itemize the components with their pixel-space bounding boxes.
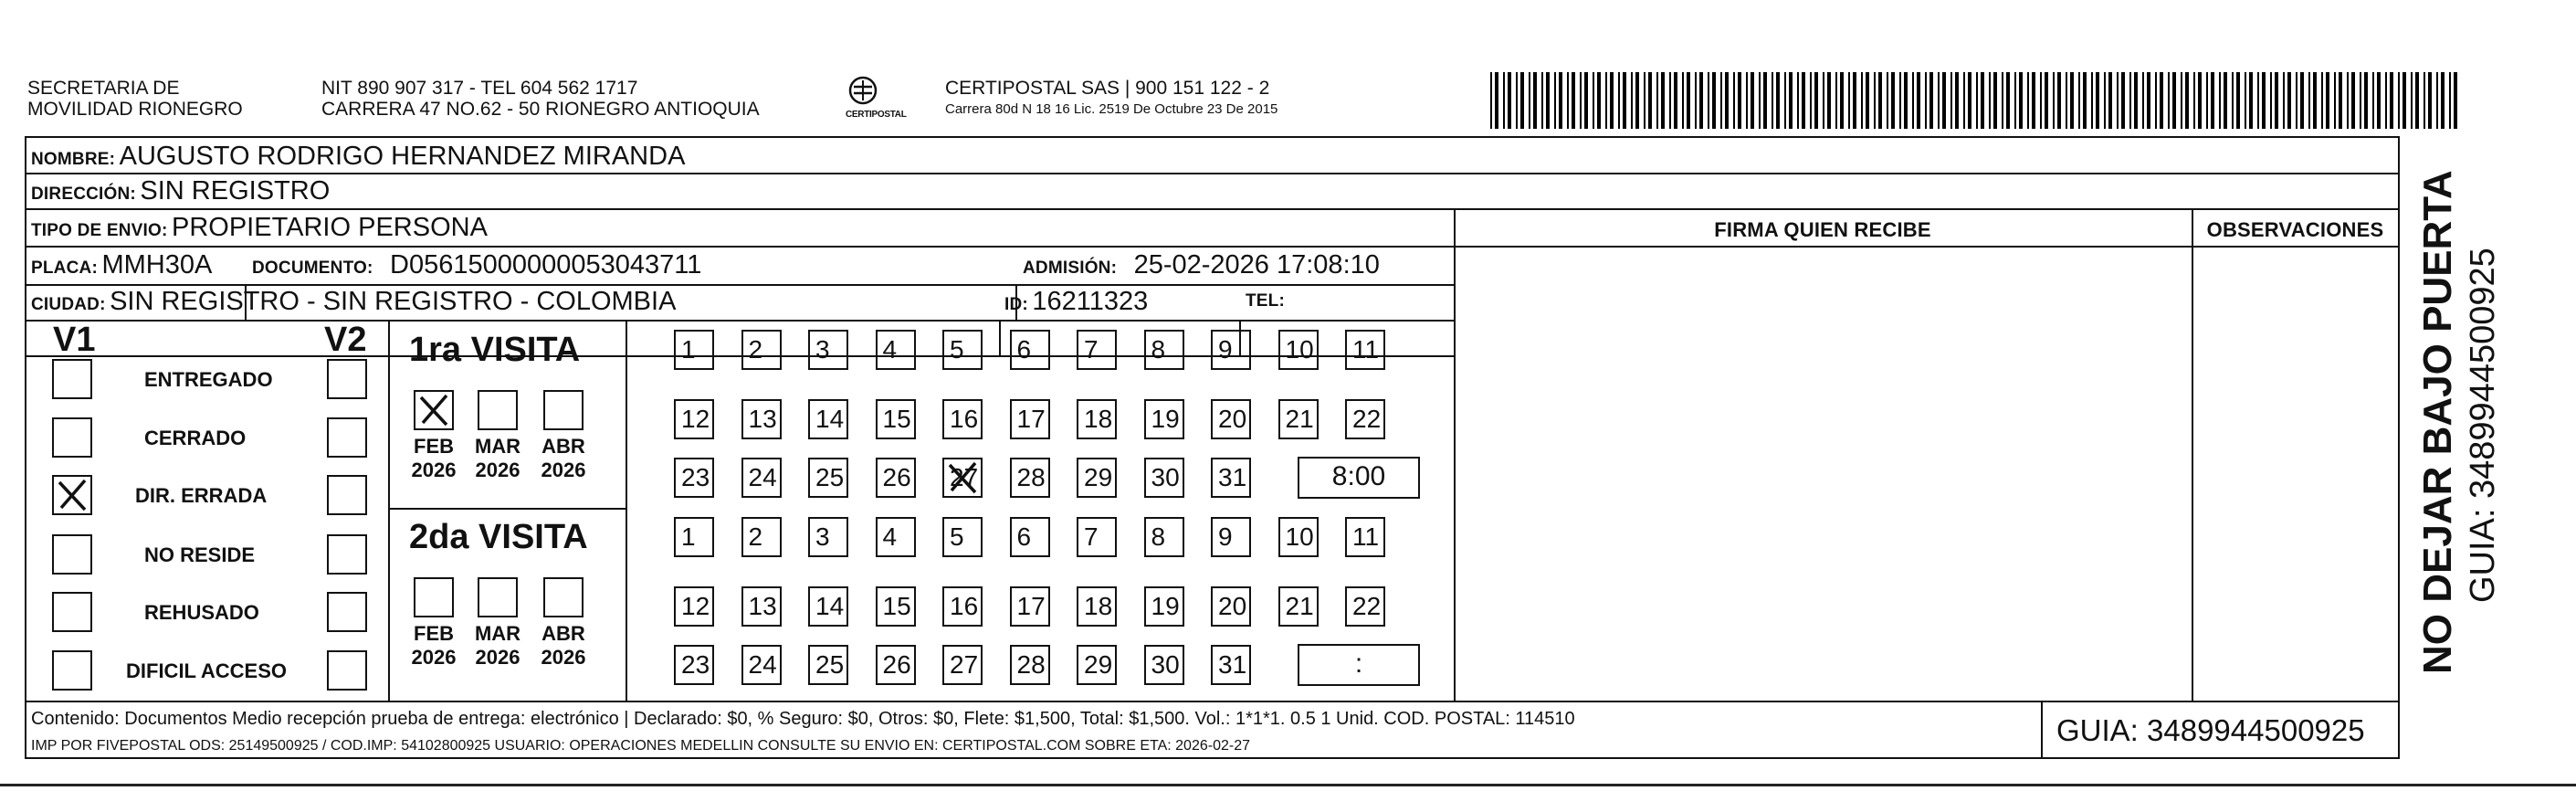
day-number: 16 xyxy=(950,592,979,620)
day-box[interactable] xyxy=(741,399,782,439)
documento-field xyxy=(252,250,701,284)
id-value: 16211323 xyxy=(1032,287,1149,316)
day-box[interactable] xyxy=(674,586,714,627)
month-checkbox[interactable] xyxy=(543,577,584,617)
day-box[interactable] xyxy=(1211,399,1251,439)
footer-imp: IMP POR FIVEPOSTAL ODS: 25149500925 / COD.IMP: 54102800925 USUARIO: OPERACIONES MEDELLIN CONSULTE SU ENVIO EN: CERTIPOSTAL.COM SOBRE ETA: 2026-02-27 xyxy=(31,738,1250,754)
day-number: 29 xyxy=(1084,463,1113,491)
v2-checkbox[interactable] xyxy=(327,475,367,515)
v1-label: V1 xyxy=(53,321,96,359)
v1-checkbox[interactable] xyxy=(52,359,92,399)
day-box[interactable] xyxy=(1278,517,1319,557)
nit-line2: CARRERA 47 NO.62 - 50 RIONEGRO ANTIOQUIA xyxy=(321,99,760,120)
v2-checkbox[interactable] xyxy=(327,417,367,458)
day-number: 13 xyxy=(748,592,777,620)
v2-checkbox[interactable] xyxy=(327,650,367,691)
time-box[interactable]: 8:00 xyxy=(1298,457,1420,499)
v2-label: V2 xyxy=(324,321,367,359)
day-number: 28 xyxy=(1016,463,1046,491)
day-box[interactable] xyxy=(876,517,916,557)
day-box[interactable] xyxy=(674,330,714,370)
visit-title: 2da VISITA xyxy=(409,518,588,556)
day-number: 2 xyxy=(748,335,763,364)
day-number: 27 xyxy=(950,463,979,491)
observaciones-label: OBSERVACIONES xyxy=(2206,218,2384,241)
day-number: 23 xyxy=(681,463,710,491)
day-number: 17 xyxy=(1016,405,1046,433)
day-number: 13 xyxy=(748,405,777,433)
certipostal-logo xyxy=(838,73,907,126)
day-number: 14 xyxy=(815,405,845,433)
v2-checkbox[interactable] xyxy=(327,359,367,399)
placa-value: MMH30A xyxy=(101,250,213,279)
day-box[interactable] xyxy=(674,645,714,685)
courier-line2: Carrera 80d N 18 16 Lic. 2519 De Octubre 23 De 2015 xyxy=(945,101,1278,117)
day-box[interactable] xyxy=(1077,517,1117,557)
ciudad-field xyxy=(31,287,676,321)
day-number: 28 xyxy=(1016,650,1046,679)
rule-direccion xyxy=(26,208,2399,210)
footer-contenido: Contenido: Documentos Medio recepción prueba de entrega: electrónico | Declarado: $0, % Seguro: $0, Otros: $0, Flete: $1,500, Total: $1,500. Vol.: 1*1*1. 0.5 1 Unid. COD. POSTAL: 114510 xyxy=(31,709,1575,729)
status-option-label: DIR. ERRADA xyxy=(135,484,268,507)
documento-value: D05615000000053043711 xyxy=(390,250,702,279)
day-box[interactable] xyxy=(942,330,983,370)
rule-visit-split xyxy=(388,508,626,510)
day-number: 3 xyxy=(815,335,830,364)
day-number: 21 xyxy=(1285,405,1314,433)
day-box[interactable] xyxy=(1211,330,1251,370)
day-number: 15 xyxy=(882,592,911,620)
day-number: 18 xyxy=(1084,405,1113,433)
day-number: 22 xyxy=(1352,592,1382,620)
day-number: 5 xyxy=(950,522,964,551)
day-box[interactable] xyxy=(1345,330,1385,370)
rule-placa xyxy=(26,284,1454,286)
month-name: MAR xyxy=(474,435,521,458)
courier-block xyxy=(945,78,1277,117)
day-box[interactable] xyxy=(808,586,848,627)
month-label xyxy=(531,622,595,670)
month-label xyxy=(402,622,466,670)
day-number: 23 xyxy=(681,650,710,679)
day-number: 18 xyxy=(1084,592,1113,620)
day-box[interactable] xyxy=(1211,645,1251,685)
barcode xyxy=(1490,72,2460,129)
day-number: 10 xyxy=(1285,522,1314,551)
v1-checkbox[interactable] xyxy=(52,650,92,691)
month-name: ABR xyxy=(541,622,585,645)
day-number: 21 xyxy=(1285,592,1314,620)
day-box[interactable] xyxy=(1010,517,1050,557)
documento-label: DOCUMENTO: xyxy=(252,258,373,278)
placa-label: PLACA: xyxy=(31,258,98,278)
day-box[interactable] xyxy=(1010,645,1050,685)
day-box[interactable] xyxy=(1211,517,1251,557)
logo-text: CERTIPOSTAL xyxy=(846,110,907,120)
day-number: 11 xyxy=(1352,522,1380,551)
day-number: 9 xyxy=(1218,522,1233,551)
day-box[interactable] xyxy=(808,330,848,370)
day-number: 15 xyxy=(882,405,911,433)
day-number: 29 xyxy=(1084,650,1113,679)
month-name: MAR xyxy=(474,622,521,645)
day-box[interactable] xyxy=(808,517,848,557)
status-option-label: NO RESIDE xyxy=(144,543,256,566)
status-option-label: ENTREGADO xyxy=(144,368,273,391)
day-box[interactable] xyxy=(876,330,916,370)
day-box[interactable] xyxy=(1278,586,1319,627)
day-box[interactable] xyxy=(1144,517,1184,557)
month-checkbox[interactable] xyxy=(414,577,454,617)
month-name: FEB xyxy=(414,622,454,645)
day-box[interactable] xyxy=(1077,645,1117,685)
day-box[interactable] xyxy=(1077,399,1117,439)
day-box[interactable] xyxy=(1144,330,1184,370)
direccion-value: SIN REGISTRO xyxy=(140,176,331,206)
day-box[interactable] xyxy=(1010,458,1050,498)
day-box[interactable] xyxy=(876,458,916,498)
footer-guia: GUIA: 3489944500925 xyxy=(2056,713,2365,747)
day-number: 6 xyxy=(1016,522,1032,551)
month-year: 2026 xyxy=(411,646,457,669)
placa-field xyxy=(31,250,212,284)
v2-checkbox[interactable] xyxy=(327,534,367,575)
day-number: 4 xyxy=(882,522,898,551)
bottom-edge xyxy=(0,784,2576,786)
day-box[interactable] xyxy=(1278,399,1319,439)
day-box[interactable] xyxy=(1144,458,1184,498)
v1-checkbox[interactable] xyxy=(52,534,92,575)
month-checkbox[interactable] xyxy=(414,390,454,430)
day-box[interactable] xyxy=(741,586,782,627)
day-box[interactable] xyxy=(1144,645,1184,685)
day-box[interactable] xyxy=(1211,586,1251,627)
ciudad-label: CIUDAD: xyxy=(31,295,106,314)
day-number: 25 xyxy=(815,650,845,679)
barcode-graphic xyxy=(1490,72,2460,129)
tipo-field xyxy=(31,213,488,247)
day-number: 7 xyxy=(1084,335,1099,364)
issuer-line1: SECRETARIA DE xyxy=(27,78,180,99)
month-year: 2026 xyxy=(411,459,457,481)
status-option-label: CERRADO xyxy=(144,427,247,449)
day-box[interactable] xyxy=(1144,399,1184,439)
direccion-field xyxy=(31,176,330,210)
day-number: 6 xyxy=(1016,335,1032,364)
nit-line1: NIT 890 907 317 - TEL 604 562 1717 xyxy=(321,78,638,99)
day-number: 30 xyxy=(1151,650,1180,679)
day-number: 24 xyxy=(748,463,777,491)
divider-obs xyxy=(2192,209,2193,701)
month-checkbox[interactable] xyxy=(478,390,518,430)
day-box[interactable] xyxy=(942,586,983,627)
day-number: 12 xyxy=(681,405,710,433)
day-box[interactable] xyxy=(942,645,983,685)
direccion-label: DIRECCIÓN: xyxy=(31,185,136,204)
day-box[interactable] xyxy=(1345,517,1385,557)
courier-line1: CERTIPOSTAL SAS | 900 151 122 - 2 xyxy=(945,78,1270,99)
day-number: 10 xyxy=(1285,335,1314,364)
day-box[interactable] xyxy=(876,399,916,439)
day-box[interactable] xyxy=(942,399,983,439)
firma-label: FIRMA QUIEN RECIBE xyxy=(1714,218,1931,241)
day-number: 27 xyxy=(950,650,979,679)
day-number: 19 xyxy=(1151,405,1180,433)
admision-value: 25-02-2026 17:08:10 xyxy=(1133,250,1380,279)
day-box[interactable] xyxy=(808,399,848,439)
nombre-label: NOMBRE: xyxy=(31,150,116,169)
day-box[interactable] xyxy=(942,458,983,498)
day-box[interactable] xyxy=(1211,458,1251,498)
day-number: 20 xyxy=(1218,405,1247,433)
day-number: 1 xyxy=(681,522,696,551)
day-number: 26 xyxy=(882,650,911,679)
day-box[interactable] xyxy=(876,645,916,685)
v1-checkbox[interactable] xyxy=(52,475,92,515)
visit-title: 1ra VISITA xyxy=(409,331,581,369)
day-number: 31 xyxy=(1218,650,1247,679)
day-number: 2 xyxy=(748,522,763,551)
firma-header xyxy=(1454,216,2192,248)
tel-label: TEL: xyxy=(1246,291,1286,311)
day-box[interactable] xyxy=(674,517,714,557)
day-number: 30 xyxy=(1151,463,1180,491)
day-box[interactable] xyxy=(1010,586,1050,627)
day-box[interactable] xyxy=(942,517,983,557)
day-number: 3 xyxy=(815,522,830,551)
month-year: 2026 xyxy=(475,459,520,481)
tipo-value: PROPIETARIO PERSONA xyxy=(172,213,488,242)
issuer-line2: MOVILIDAD RIONEGRO xyxy=(27,99,243,120)
v1-checkbox[interactable] xyxy=(52,592,92,632)
day-number: 11 xyxy=(1352,335,1380,364)
day-number: 5 xyxy=(950,335,964,364)
side-warning: NO DEJAR BAJO PUERTA xyxy=(2415,170,2460,674)
day-number: 16 xyxy=(950,405,979,433)
day-box[interactable] xyxy=(1010,399,1050,439)
tel-field xyxy=(1246,287,1285,317)
month-label xyxy=(466,622,530,670)
day-number: 26 xyxy=(882,463,911,491)
divider-id xyxy=(999,320,1001,356)
day-box[interactable] xyxy=(1345,586,1385,627)
day-number: 12 xyxy=(681,592,710,620)
obs-header xyxy=(2192,216,2399,248)
status-option-label: REHUSADO xyxy=(144,601,259,624)
day-number: 4 xyxy=(882,335,898,364)
divider-firma xyxy=(1454,209,1456,701)
day-box[interactable] xyxy=(808,645,848,685)
day-box[interactable] xyxy=(1010,330,1050,370)
nombre-field xyxy=(31,142,685,175)
day-number: 14 xyxy=(815,592,845,620)
day-box[interactable] xyxy=(741,517,782,557)
divider-months xyxy=(626,320,627,701)
day-box[interactable] xyxy=(741,330,782,370)
month-checkbox[interactable] xyxy=(478,577,518,617)
admision-label: ADMISIÓN: xyxy=(1023,258,1118,278)
divider-status xyxy=(388,320,390,701)
day-number: 8 xyxy=(1151,335,1166,364)
day-box[interactable] xyxy=(1345,399,1385,439)
day-box[interactable] xyxy=(1077,586,1117,627)
month-label xyxy=(402,435,466,482)
month-year: 2026 xyxy=(541,646,586,669)
day-box[interactable] xyxy=(741,645,782,685)
day-box[interactable] xyxy=(1144,586,1184,627)
status-option-label: DIFICIL ACCESO xyxy=(126,659,288,682)
time-box[interactable]: : xyxy=(1298,644,1420,686)
month-label xyxy=(531,435,595,482)
day-box[interactable] xyxy=(1077,458,1117,498)
day-number: 17 xyxy=(1016,592,1046,620)
day-number: 25 xyxy=(815,463,845,491)
day-box[interactable] xyxy=(876,586,916,627)
ciudad-value: SIN REGISTRO - SIN REGISTRO - COLOMBIA xyxy=(110,287,677,316)
divider-footer-guia xyxy=(2041,701,2043,759)
month-name: ABR xyxy=(541,435,585,458)
day-number: 8 xyxy=(1151,522,1166,551)
day-box[interactable] xyxy=(674,399,714,439)
nit-block xyxy=(321,78,760,120)
rule-footer xyxy=(26,701,2399,702)
day-box[interactable] xyxy=(1278,330,1319,370)
day-number: 7 xyxy=(1084,522,1099,551)
tipo-label: TIPO DE ENVIO: xyxy=(31,221,168,240)
side-guia: GUIA: 3489944500925 xyxy=(2464,248,2502,603)
v2-checkbox[interactable] xyxy=(327,592,367,632)
day-number: 24 xyxy=(748,650,777,679)
month-label xyxy=(466,435,530,482)
day-number: 1 xyxy=(681,335,696,364)
month-year: 2026 xyxy=(541,459,586,481)
admision-field xyxy=(1023,250,1380,284)
id-field xyxy=(1004,287,1148,321)
issuer-block xyxy=(27,78,243,120)
day-number: 19 xyxy=(1151,592,1180,620)
day-number: 20 xyxy=(1218,592,1247,620)
v1-checkbox[interactable] xyxy=(52,417,92,458)
day-box[interactable] xyxy=(808,458,848,498)
day-number: 9 xyxy=(1218,335,1233,364)
day-box[interactable] xyxy=(1077,330,1117,370)
nombre-value: AUGUSTO RODRIGO HERNANDEZ MIRANDA xyxy=(119,142,686,171)
month-checkbox[interactable] xyxy=(543,390,584,430)
day-number: 31 xyxy=(1218,463,1247,491)
day-box[interactable] xyxy=(741,458,782,498)
month-name: FEB xyxy=(414,435,454,458)
month-year: 2026 xyxy=(475,646,520,669)
day-box[interactable] xyxy=(674,458,714,498)
day-number: 22 xyxy=(1352,405,1382,433)
id-label: ID: xyxy=(1004,295,1028,314)
